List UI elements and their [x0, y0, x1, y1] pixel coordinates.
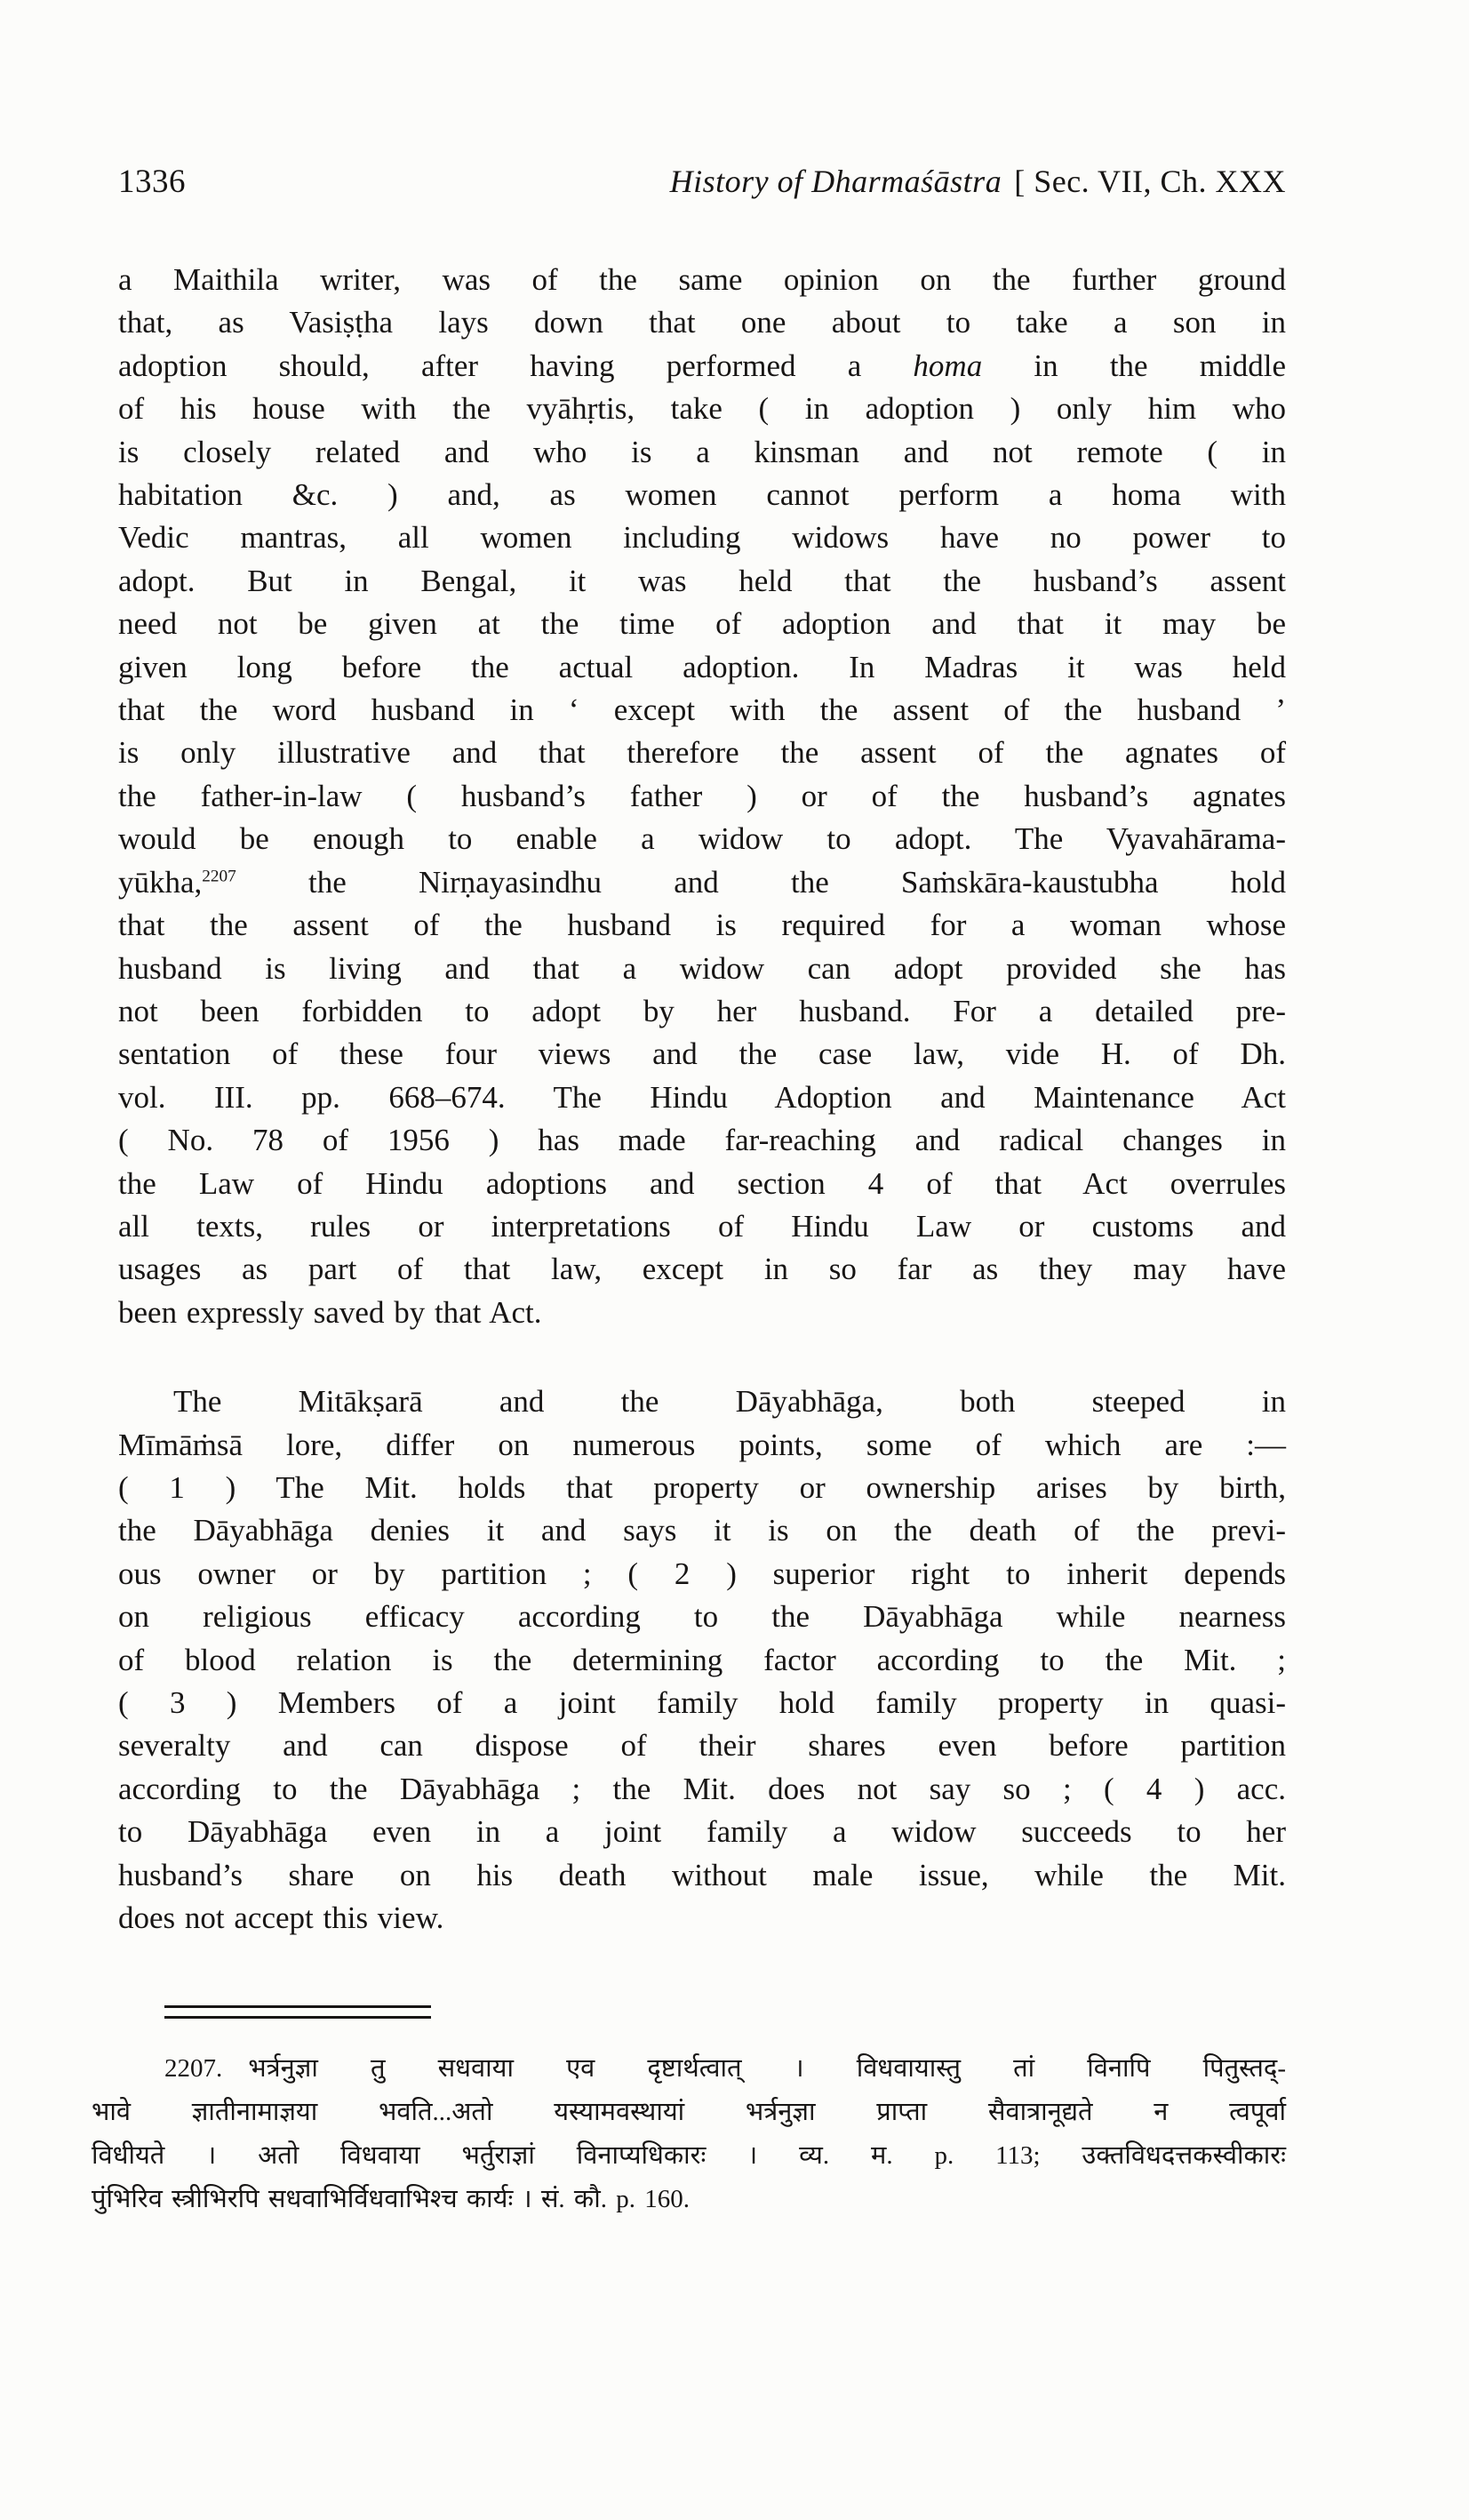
text-line: need not be given at the time of adoption and that it may be — [118, 606, 1286, 642]
running-title-group — [670, 162, 1286, 201]
text-line: according to the Dāyabhāga ; the Mit. does not say so ; ( 4 ) acc. — [118, 1771, 1286, 1806]
text-line: that, as Vasiṣṭha lays down that one about to take a son in — [118, 305, 1286, 340]
text-line: ( 1 ) The Mit. holds that property or ownership arises by birth, — [118, 1469, 1286, 1505]
text-line: habitation &c. ) and, as women cannot perform a homa with — [118, 477, 1286, 513]
text-line: of blood relation is the determining factor according to the Mit. ; — [118, 1642, 1286, 1677]
text-line: adoption should, after having performed a homa in the middle — [118, 348, 1286, 383]
book-title: History of Dharmaśāstra — [669, 164, 1002, 199]
text-line: पुंभिरिव स्त्रीभिरपि सधवाभिर्विधवाभिश्च कार्यः । सं. कौ. p. 160. — [92, 2185, 690, 2214]
text-line: does not accept this view. — [118, 1900, 444, 1936]
text-line: ( 3 ) Members of a joint family hold family property in quasi- — [118, 1685, 1286, 1720]
text-line: the Dāyabhāga denies it and says it is on the death of the previ- — [118, 1513, 1286, 1548]
text-line: sentation of these four views and the case law, vide H. of Dh. — [118, 1036, 1286, 1072]
text-line: severalty and can dispose of their shares even before partition — [118, 1728, 1286, 1764]
footnote-separator-rule — [164, 2005, 431, 2019]
paragraph-2 — [118, 1380, 1286, 1940]
text-line: Mīmāṁsā lore, differ on numerous points, some of which are :— — [118, 1427, 1286, 1462]
text-line: that the assent of the husband is required for a woman whose — [118, 908, 1286, 943]
text-line: would be enough to enable a widow to adopt. The Vyavahārama- — [118, 821, 1286, 857]
text-line: husband is living and that a widow can adopt provided she has — [118, 950, 1286, 986]
text-line: given long before the actual adoption. In Madras it was held — [118, 649, 1286, 684]
text-line: Vedic mantras, all women including widows have no power to — [118, 520, 1286, 556]
footnote-2207 — [92, 2047, 1286, 2221]
text-line: all texts, rules or interpretations of Hindu Law or customs and — [118, 1208, 1286, 1244]
section-chapter-label: [ Sec. VII, Ch. XXX — [1014, 164, 1286, 199]
text-line: yūkha,$^{2207}$ the Nirṇayasindhu and the Saṁskāra-kaustubha hold — [118, 864, 1286, 900]
page-body — [118, 259, 1286, 1940]
text-line: a Maithila writer, was of the same opinion on the further ground — [118, 262, 1286, 297]
text-line: husband’s share on his death without male issue, while the Mit. — [118, 1857, 1286, 1892]
text-line: adopt. But in Bengal, it was held that the husband’s assent — [118, 563, 1286, 598]
text-line: विधीयते । अतो विधवाया भर्तुराज्ञां विनाप्यधिकारः । व्य. म. p. 113; उक्तविधदत्तकस्वीकारः — [92, 2141, 1286, 2171]
text-line: the father-in-law ( husband’s father ) or of the husband’s agnates — [118, 778, 1286, 813]
text-line: that the word husband in ‘ except with the assent of the husband ’ — [118, 692, 1286, 728]
text-line: ous owner or by partition ; ( 2 ) superior right to inherit depends — [118, 1556, 1286, 1591]
text-line: been expressly saved by that Act. — [118, 1294, 542, 1330]
text-line: not been forbidden to adopt by her husband. For a detailed pre- — [118, 993, 1286, 1028]
text-line: to Dāyabhāga even in a joint family a widow succeeds to her — [118, 1814, 1286, 1850]
text-line: usages as part of that law, except in so far as they may have — [118, 1252, 1286, 1287]
text-line: is only illustrative and that therefore the assent of the agnates of — [118, 735, 1286, 771]
text-line: The Mitākṣarā and the Dāyabhāga, both steeped in — [173, 1384, 1286, 1420]
running-head — [118, 162, 1286, 202]
page-number: 1336 — [118, 164, 186, 200]
text-line: of his house with the vyāhṛtis, take ( in adoption ) only him who — [118, 391, 1286, 427]
text-line: the Law of Hindu adoptions and section 4 of that Act overrules — [118, 1165, 1286, 1201]
text-line: भावे ज्ञातीनामाज्ञया भवति...अतो यस्यामवस्थायां भर्त्रनुज्ञा प्राप्ता सैवात्रानूद्यते न त्वपूर्वा — [92, 2098, 1286, 2127]
paragraph-1 — [118, 259, 1286, 1334]
text-line: 2207. भर्त्रनुज्ञा तु सधवाया एव दृष्टार्थत्वात् । विधवायास्तु तां विनापि पितुस्तद्- — [164, 2054, 1286, 2084]
text-line: is closely related and who is a kinsman and not remote ( in — [118, 434, 1286, 469]
text-line: vol. III. pp. 668–674. The Hindu Adoption and Maintenance Act — [118, 1079, 1286, 1115]
text-line: on religious efficacy according to the Dāyabhāga while nearness — [118, 1599, 1286, 1635]
text-line: ( No. 78 of 1956 ) has made far-reaching and radical changes in — [118, 1123, 1286, 1158]
